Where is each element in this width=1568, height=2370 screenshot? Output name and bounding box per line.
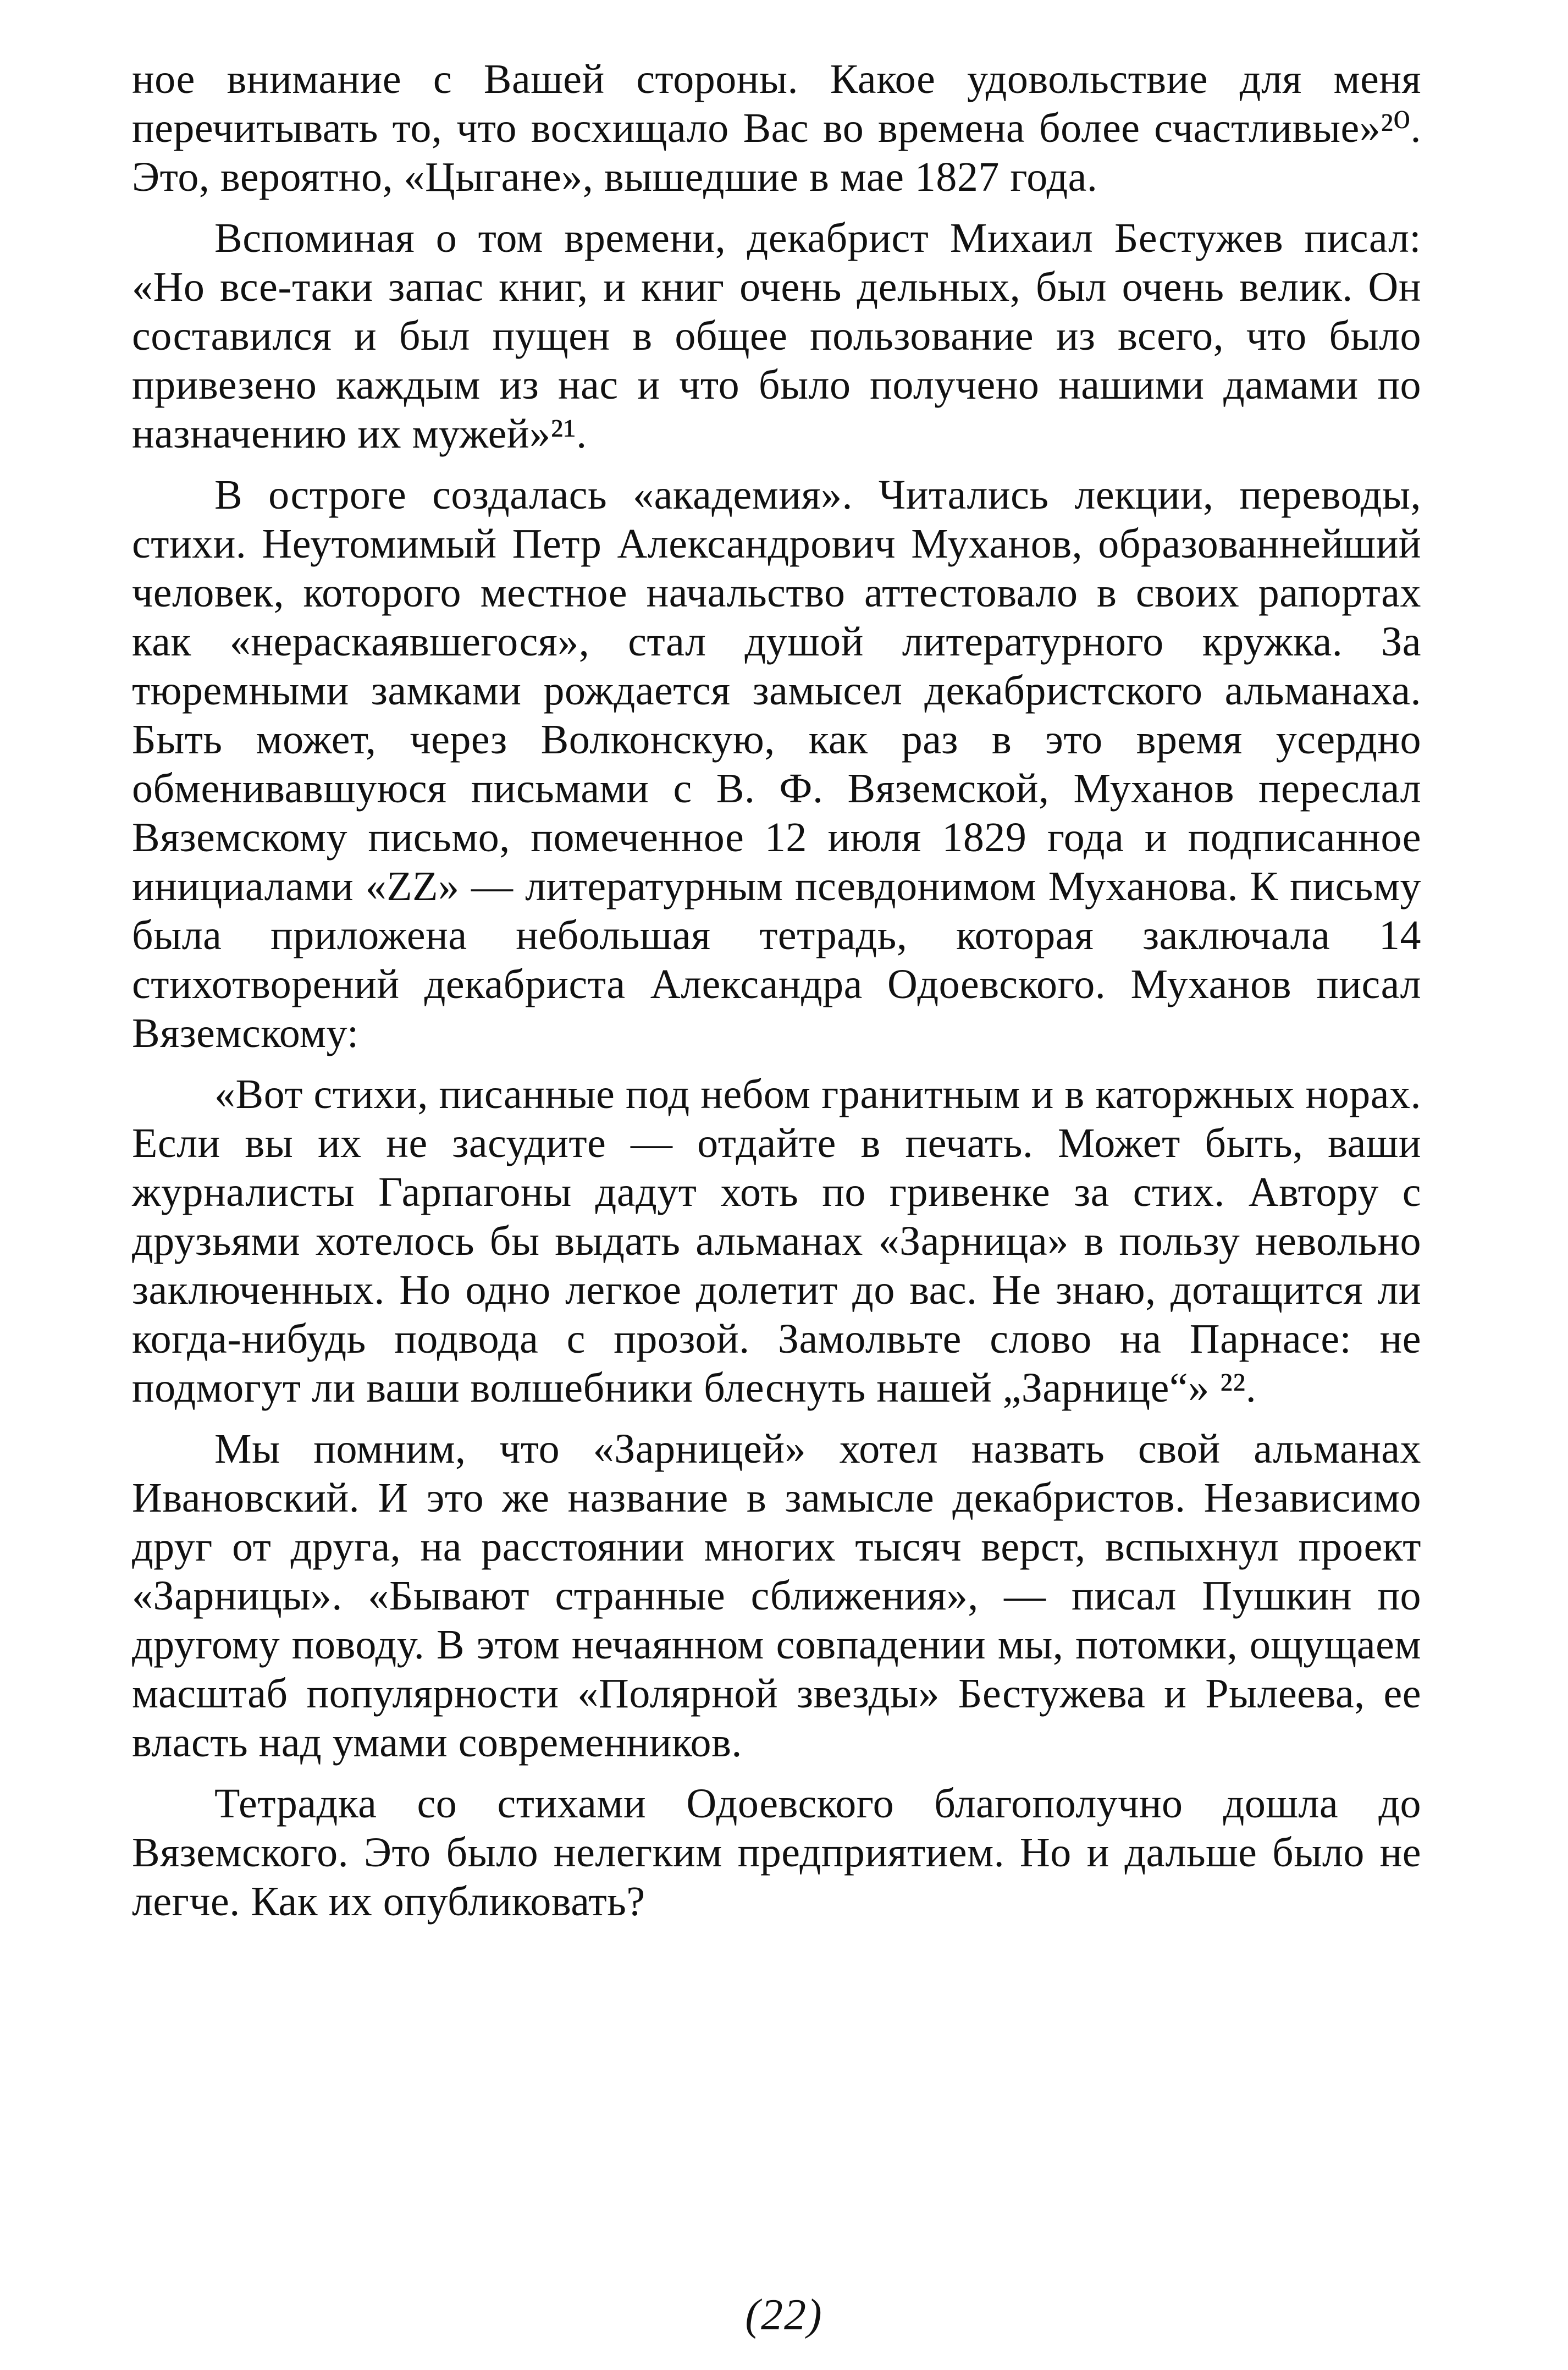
paragraph-quote-letter: «Вот стихи, писанные под небом гранитным и в каторжных норах. Если вы их не засудите — отдайте в печать. Может быть, ваши журналисты Гарпагоны дадут хоть по гривенке за стих. Автору с друзьями хотелось бы выдать альманах «Зарница» в пользу невольно заключенных. Но одно легкое долетит до вас. Не знаю, дотащится ли когда-нибудь подвода с прозой. Замолвьте слово на Парнасе: не подмогут ли ваши волшебники блеснуть нашей „Зарнице“» ²². [132, 1071, 1421, 1411]
paragraph-continuation: ное внимание с Вашей стороны. Какое удовольствие для меня перечитывать то, что восхищало Вас во времена более счастливые»²⁰. Это, вероятно, «Цыгане», вышедшие в мае 1827 года. [132, 56, 1421, 200]
page-number: (22) [745, 2291, 823, 2339]
paragraph-academy: В остроге создалась «академия». Читались лекции, переводы, стихи. Неутомимый Петр Александрович Муханов, образованнейший человек, которого местное начальство аттестовало в своих рапортах как «нераскаявшегося», стал душой литературного кружка. За тюремными замками рождается замысел декабристского альманаха. Быть может, через Волконскую, как раз в это время усердно обменивавшуюся письмами с В. Ф. Вяземской, Муханов переслал Вяземскому письмо, помеченное 12 июля 1829 года и подписанное инициалами «ZZ» — литературным псевдонимом Муханова. К письму была приложена небольшая тетрадь, которая заключала 14 стихотворений декабриста Александра Одоевского. Муханов писал Вяземскому: [132, 472, 1421, 1056]
paragraph-notebook: Тетрадка со стихами Одоевского благополучно дошла до Вяземского. Это было нелегким предприятием. Но и дальше было не легче. Как их опубликовать? [132, 1781, 1421, 1925]
page-body [132, 55, 1421, 1938]
paragraph-zarnitsa: Мы помним, что «Зарницей» хотел назвать свой альманах Ивановский. И это же название в замысле декабристов. Независимо друг от друга, на расстоянии многих тысяч верст, вспыхнул проект «Зарницы». «Бывают странные сближения», — писал Пушкин по другому поводу. В этом нечаянном совпадении мы, потомки, ощущаем масштаб популярности «Полярной звезды» Бестужева и Рылеева, ее власть над умами современников. [132, 1426, 1421, 1766]
paragraph-bestuzhev: Вспоминая о том времени, декабрист Михаил Бестужев писал: «Но все-таки запас книг, и книг очень дельных, был очень велик. Он составился и был пущен в общее пользование из всего, что было привезено каждым из нас и что было получено нашими дамами по назначению их мужей»²¹. [132, 215, 1421, 457]
